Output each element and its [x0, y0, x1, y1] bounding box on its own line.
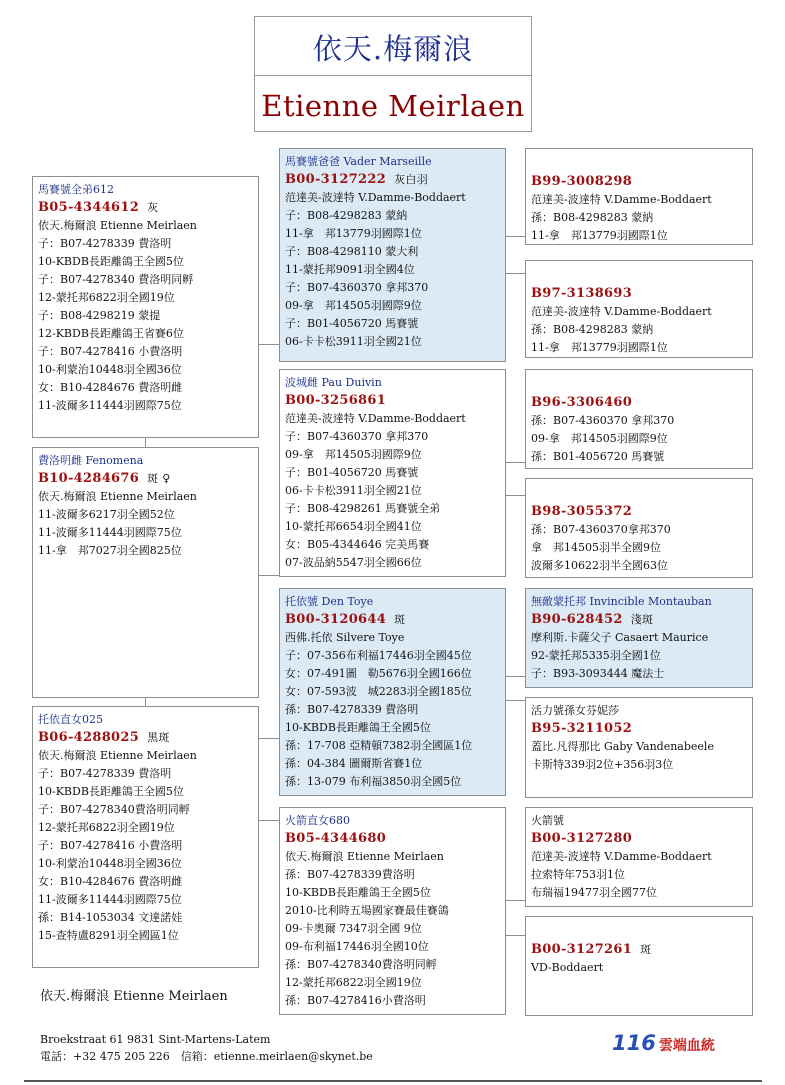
pedigree-line: 布瑞福19477羽全國77位	[531, 886, 657, 899]
ring-number: B05-4344680	[285, 831, 387, 846]
pedigree-line: 子：B01-4056720 馬賽號	[285, 466, 419, 479]
pedigree-line: 11-蒙托邦9091羽全國4位	[285, 263, 415, 276]
brand-logo	[612, 1031, 715, 1055]
pedigree-line: 12-KBDB長距離鴿王省賽6位	[38, 327, 184, 340]
pedigree-line: 12-蒙托邦6822羽全國19位	[38, 291, 175, 304]
pedigree-line: 11-波爾多6217羽全國52位	[38, 508, 175, 521]
pedigree-box-dam-dam	[279, 807, 506, 1015]
color-tag: 灰	[147, 201, 159, 214]
connector	[505, 462, 525, 463]
pedigree-line: 06-卡卡松3911羽全國21位	[285, 484, 422, 497]
pedigree-line: 孫：B07-4278416小費洛明	[285, 994, 426, 1007]
pedigree-line: 2010-比利時五場國家賽最佳賽鴿	[285, 904, 449, 917]
connector	[145, 697, 146, 706]
ring-number: B95-3211052	[531, 721, 633, 736]
breeder-name-english: Etienne Meirlaen	[261, 89, 525, 123]
pedigree-line: 10-利蒙治10448羽全國36位	[38, 857, 182, 870]
pedigree-box-gg7	[525, 807, 753, 907]
pedigree-line: 女：B10-4284676 費洛明雌	[38, 875, 183, 888]
logo-number: 116	[612, 1031, 656, 1055]
pedigree-line: 范達美-波達特 V.Damme-Boddaert	[531, 305, 712, 318]
pigeon-name: 馬賽號全弟612	[38, 183, 114, 196]
pigeon-name: 費洛明雌 Fenomena	[38, 454, 144, 467]
pedigree-line: 依天.梅爾浪 Etienne Meirlaen	[38, 219, 197, 232]
pigeon-name: 活力號孫女芬妮莎	[531, 704, 619, 717]
pedigree-line: 女：B05-4344646 完美馬賽	[285, 538, 430, 551]
pedigree-line: 06-卡卡松3911羽全國21位	[285, 335, 422, 348]
pedigree-line: 11-拿 邦13779羽國際1位	[531, 341, 668, 354]
pedigree-line: 子：B07-4278340 費洛明同孵	[38, 273, 194, 286]
pedigree-line: 范達美-波達特 V.Damme-Boddaert	[531, 193, 712, 206]
title-divider	[255, 75, 531, 76]
pigeon-name: 波城雌 Pau Duivin	[285, 376, 382, 389]
pedigree-line: 西佛.托依 Silvere Toye	[285, 631, 405, 644]
pedigree-box-gg3	[525, 369, 753, 469]
pigeon-name: 無敵蒙托邦 Invincible Montauban	[531, 595, 712, 608]
pedigree-line: 孫：17-708 亞精頓7382羽全國區1位	[285, 739, 473, 752]
pigeon-name: 火箭號	[531, 814, 564, 827]
bottom-divider	[24, 1080, 762, 1082]
connector	[505, 700, 525, 701]
ring-number: B00-3127280	[531, 831, 633, 846]
pedigree-line: 孫：B14-1053034 文達諾娃	[38, 911, 183, 924]
color-tag: 斑	[394, 613, 406, 626]
pedigree-line: 范達美-波達特 V.Damme-Boddaert	[285, 412, 466, 425]
pedigree-line: 12-蒙托邦6822羽全國19位	[38, 821, 175, 834]
pigeon-name: 托依號 Den Toye	[285, 595, 374, 608]
pedigree-box-gg1	[525, 148, 753, 245]
color-tag: 斑 ♀	[147, 472, 171, 485]
pedigree-line: 女：07-593波 城2283羽全國185位	[285, 685, 472, 698]
pedigree-line: 孫：13-079 布利福3850羽全國5位	[285, 775, 462, 788]
pedigree-line: 11-波爾多11444羽國際75位	[38, 399, 182, 412]
pedigree-line: 子：B07-4360370 拿邦370	[285, 281, 429, 294]
pedigree-line: 拿 邦14505羽半全國9位	[531, 541, 661, 554]
pedigree-box-sire-sire	[279, 148, 506, 362]
pigeon-name: 火箭直女680	[285, 814, 350, 827]
pedigree-box-gg4	[525, 478, 753, 578]
address-line: Broekstraat 61 9831 Sint-Martens-Latem	[40, 1033, 271, 1046]
pedigree-line: 07-波品納5547羽全國66位	[285, 556, 422, 569]
pedigree-box-gg5	[525, 588, 753, 688]
pedigree-line: 子：B08-4298219 蒙提	[38, 309, 161, 322]
pedigree-line: 孫：B07-4278340費洛明同孵	[285, 958, 437, 971]
pedigree-line: 子：B07-4278339 費洛明	[38, 767, 172, 780]
ring-number: B00-3256861	[285, 393, 387, 408]
pedigree-line: 11-波爾多11444羽國際75位	[38, 893, 182, 906]
pedigree-line: 12-蒙托邦6822羽全國19位	[285, 976, 422, 989]
connector	[505, 495, 525, 496]
pedigree-line: 孫：B07-4278339費洛明	[285, 868, 415, 881]
connector	[145, 437, 146, 447]
connector	[505, 900, 525, 901]
pedigree-line: 09-拿 邦14505羽國際9位	[531, 432, 668, 445]
connector	[258, 575, 279, 576]
pedigree-line: 子：B07-4278339 費洛明	[38, 237, 172, 250]
pedigree-line: 子：07-356布利福17446羽全國45位	[285, 649, 472, 662]
color-tag: 黑斑	[147, 731, 170, 744]
pedigree-line: 孫：B07-4278339 費洛明	[285, 703, 419, 716]
pedigree-line: 摩利斯.卡薩父子 Casaert Maurice	[531, 631, 709, 644]
title-box	[254, 16, 532, 132]
pedigree-box-dam	[32, 447, 259, 698]
pedigree-line: 孫：B08-4298283 蒙納	[531, 211, 654, 224]
pedigree-line: 孫：B08-4298283 蒙納	[531, 323, 654, 336]
pedigree-line: 波爾多10622羽半全國63位	[531, 559, 668, 572]
pedigree-line: 11-拿 邦13779羽國際1位	[531, 229, 668, 242]
pedigree-line: 子：B07-4278416 小費洛明	[38, 839, 183, 852]
connector	[505, 676, 525, 677]
ring-number: B90-628452 淺斑	[531, 612, 654, 627]
pedigree-line: 卡斯特339羽2位+356羽3位	[531, 758, 674, 771]
pedigree-line: 子：B07-4360370 拿邦370	[285, 430, 429, 443]
pedigree-line: 子：B08-4298283 蒙納	[285, 209, 408, 222]
pedigree-box-gg2	[525, 260, 753, 358]
pedigree-line: 10-KBDB長距離鴿王全國5位	[38, 255, 184, 268]
pedigree-line: 子：B08-4298110 蒙大利	[285, 245, 419, 258]
pedigree-line: 10-KBDB長距離鴿王全國5位	[285, 721, 431, 734]
color-tag: 斑	[640, 943, 652, 956]
pedigree-line: 孫：B07-4360370 拿邦370	[531, 414, 675, 427]
pedigree-line: 09-布利福17446羽全國10位	[285, 940, 429, 953]
connector	[505, 236, 525, 237]
pedigree-line: 10-利蒙治10448羽全國36位	[38, 363, 182, 376]
contact-line: 電話：+32 475 205 226 信箱：etienne.meirlaen@skynet.be	[40, 1050, 373, 1063]
ring-number: B06-4288025 黑斑	[38, 730, 170, 745]
pedigree-line: VD-Boddaert	[531, 961, 604, 974]
pedigree-box-mate	[32, 706, 259, 968]
ring-number: B00-3127261 斑	[531, 942, 652, 957]
contact-block	[40, 1031, 373, 1065]
ring-number: B99-3008298	[531, 174, 633, 189]
connector	[258, 738, 279, 739]
ring-number: B97-3138693	[531, 286, 633, 301]
pedigree-line: 依天.梅爾浪 Etienne Meirlaen	[285, 850, 444, 863]
pedigree-box-subject	[32, 176, 259, 438]
pedigree-line: 09-卡奧爾 7347羽全國 9位	[285, 922, 422, 935]
pedigree-line: 子：B07-4278340費洛明同孵	[38, 803, 190, 816]
pedigree-line: 11-拿 邦7027羽全國825位	[38, 544, 182, 557]
pedigree-line: 10-KBDB長距離鴿王全國5位	[38, 785, 184, 798]
pedigree-line: 孫：B07-4360370拿邦370	[531, 523, 671, 536]
pedigree-box-gg6	[525, 697, 753, 798]
pedigree-line: 依天.梅爾浪 Etienne Meirlaen	[38, 490, 197, 503]
pedigree-line: 子：B08-4298261 馬賽號全弟	[285, 502, 441, 515]
pedigree-line: 子：B93-3093444 魔法士	[531, 667, 665, 680]
pedigree-line: 范達美-波達特 V.Damme-Boddaert	[531, 850, 712, 863]
pedigree-line: 11-波爾多11444羽國際75位	[38, 526, 182, 539]
connector	[505, 935, 525, 936]
pedigree-line: 11-拿 邦13779羽國際1位	[285, 227, 422, 240]
ring-number: B10-4284676 斑 ♀	[38, 471, 171, 486]
pedigree-line: 09-拿 邦14505羽國際9位	[285, 299, 422, 312]
pedigree-line: 10-蒙托邦6654羽全國41位	[285, 520, 422, 533]
ring-number: B00-3127222 灰白羽	[285, 172, 428, 187]
pedigree-box-gg8	[525, 916, 753, 1016]
color-tag: 灰白羽	[394, 173, 428, 186]
breeder-name-chinese: 依天.梅爾浪	[312, 32, 474, 66]
pedigree-line: 蓋比.凡得那比 Gaby Vandenabeele	[531, 740, 714, 753]
ring-number: B00-3120644 斑	[285, 612, 406, 627]
ring-number: B98-3055372	[531, 504, 633, 519]
pedigree-line: 女：B10-4284676 費洛明雌	[38, 381, 183, 394]
color-tag: 淺斑	[630, 613, 654, 626]
logo-text: 雲端血統	[658, 1038, 715, 1054]
pedigree-line: 15-查特盧8291羽全國區1位	[38, 929, 179, 942]
pedigree-line: 依天.梅爾浪 Etienne Meirlaen	[38, 749, 197, 762]
pedigree-line: 09-拿 邦14505羽國際9位	[285, 448, 422, 461]
pedigree-line: 92-蒙托邦5335羽全國1位	[531, 649, 661, 662]
connector	[258, 820, 279, 821]
ring-number: B96-3306460	[531, 395, 633, 410]
connector	[258, 344, 279, 345]
footer-breeder-name: 依天.梅爾浪 Etienne Meirlaen	[40, 989, 228, 1004]
ring-number: B05-4344612 灰	[38, 200, 159, 215]
connector	[505, 273, 525, 274]
pedigree-box-sire-dam	[279, 369, 506, 577]
pedigree-line: 女：07-491圖 勒5676羽全國166位	[285, 667, 472, 680]
pedigree-line: 10-KBDB長距離鴿王全國5位	[285, 886, 431, 899]
pedigree-box-dam-sire	[279, 588, 506, 796]
pedigree-line: 孫：B01-4056720 馬賽號	[531, 450, 665, 463]
pedigree-line: 孫：04-384 圖爾斯省賽1位	[285, 757, 423, 770]
pigeon-name: 托依直女025	[38, 713, 103, 726]
pedigree-line: 子：B01-4056720 馬賽號	[285, 317, 419, 330]
pigeon-name: 馬賽號爸爸 Vader Marseille	[285, 155, 432, 168]
pedigree-line: 子：B07-4278416 小費洛明	[38, 345, 183, 358]
pedigree-line: 范達美-波達特 V.Damme-Boddaert	[285, 191, 466, 204]
pedigree-line: 拉索特年753羽1位	[531, 868, 625, 881]
